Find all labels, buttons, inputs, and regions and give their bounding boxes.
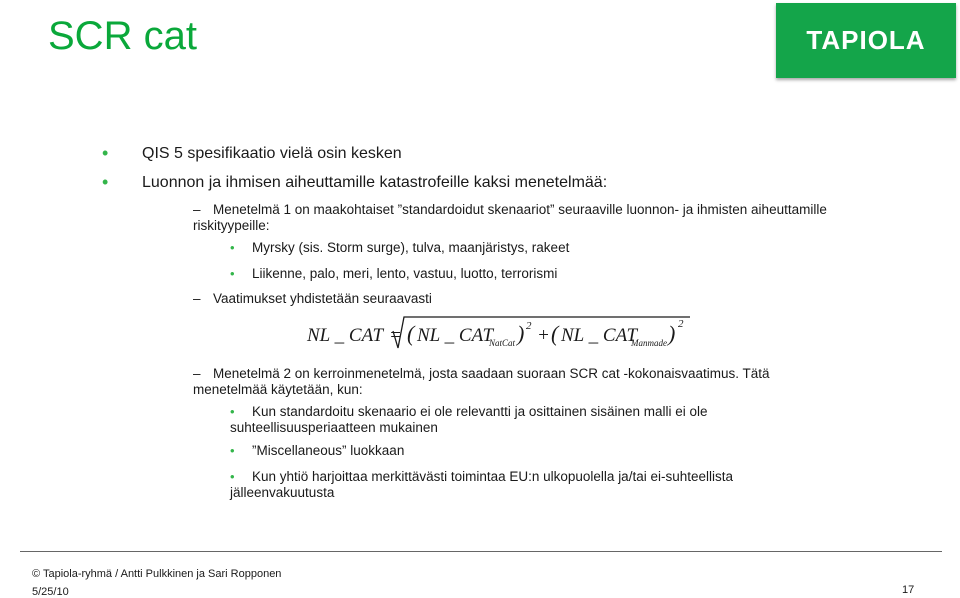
formula-sub-1: NatCat [489, 338, 516, 348]
footer-copyright: © Tapiola-ryhmä / Antti Pulkkinen ja Sari Ropponen [32, 568, 282, 580]
svg-text:(: ( [551, 321, 559, 346]
svg-text:): ) [668, 321, 676, 346]
slide-title: SCR cat [48, 14, 197, 58]
method-2-text: – Menetelmä 2 on kerroinmenetelmä, josta saadaan suoraan SCR cat -kokonaisvaatimus. Tätä menetelmää käytetään, kun: [193, 366, 770, 397]
combine-text: – Vaatimukset yhdistetään seuraavasti [193, 291, 432, 306]
dash-icon: – [193, 291, 201, 306]
dash-icon: – [193, 202, 201, 217]
method1-item: • Liikenne, palo, meri, lento, vastuu, luotto, terrorismi [230, 266, 558, 281]
method2-item: • ”Miscellaneous” luokkaan [230, 443, 405, 458]
bullet-dot-icon: • [102, 143, 109, 163]
method2-item: • Kun standardoitu skenaario ei ole relevantti ja osittainen sisäinen malli ei ole suhteellisuusperiaatteen mukainen [230, 404, 708, 435]
bullet-item: • QIS 5 spesifikaatio vielä osin kesken [102, 143, 402, 163]
footer-date: 5/25/10 [32, 586, 69, 598]
svg-text:+: + [537, 325, 550, 346]
bullet-dot-icon: • [102, 172, 109, 192]
method-1-text: – Menetelmä 1 on maakohtaiset ”standardoidut skenaariot” seuraaville luonnon- ja ihmisten aiheuttamille riskityypeille: [193, 202, 827, 233]
tapiola-logo [776, 3, 956, 78]
method2-item: • Kun yhtiö harjoittaa merkittävästi toimintaa EU:n ulkopuolella ja/tai ei-suhteellista jälleenvakuutusta [230, 469, 733, 500]
bullet-dot-icon: • [230, 240, 235, 255]
formula-exp-1: 2 [526, 320, 532, 332]
formula-exp-2: 2 [678, 318, 684, 330]
dash-icon: – [193, 366, 201, 381]
svg-text:): ) [517, 321, 525, 346]
footer-divider [20, 551, 942, 552]
bullet-dot-icon: • [230, 404, 235, 419]
bullet-item: • Luonnon ja ihmisen aiheuttamille katastrofeille kaksi menetelmää: [102, 172, 608, 192]
logo-text: TAPIOLA [806, 25, 926, 55]
bullet-dot-icon: • [230, 469, 235, 484]
bullet-dot-icon: • [230, 266, 235, 281]
svg-text:(: ( [407, 321, 415, 346]
nl-cat-formula [305, 313, 695, 353]
bullet-dot-icon: • [230, 443, 235, 458]
method1-item: • Myrsky (sis. Storm surge), tulva, maanjäristys, rakeet [230, 240, 570, 255]
formula-term-1: NL _ CAT [417, 325, 494, 346]
formula-lhs: NL _ CAT [307, 325, 384, 346]
formula-sub-2: Manmade [631, 338, 667, 348]
formula-term-2: NL _ CAT [561, 325, 638, 346]
page-number: 17 [902, 584, 915, 596]
formula-equals: = [389, 325, 402, 346]
